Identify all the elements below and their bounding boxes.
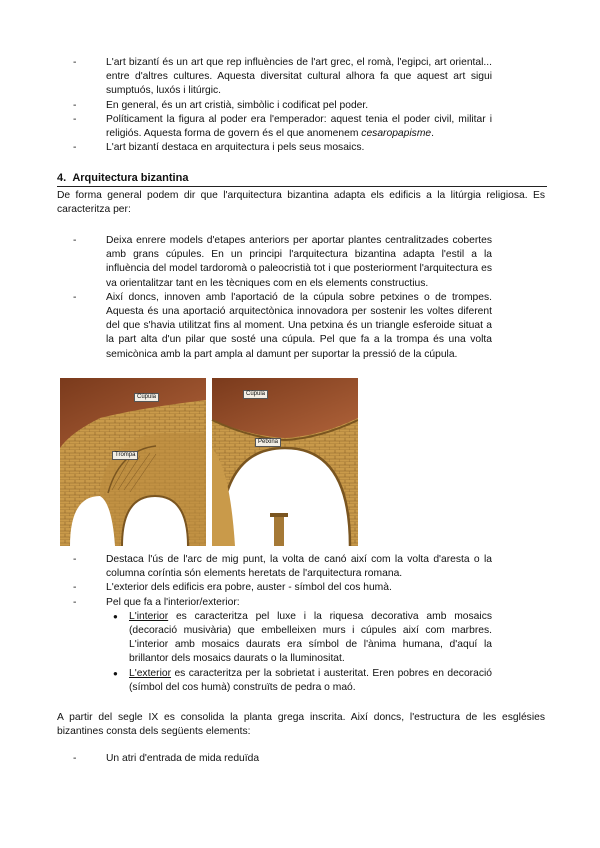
intro-bullet-list [73, 56, 548, 155]
list-item: - L'art bizantí és un art que rep influències de l'art grec, el romà, l'egipci, art oriental... entre d'altres cultures. Aquesta diversitat cultural alhora fa que aquest art sigui sumptuós, luxós i litúrgic. [73, 56, 492, 99]
list-item: - Políticament la figura al poder era l'emperador: aquest tenia el poder civil, militar i religiós. Aquesta forma de govern és el que anomenem cesaropapisme. [73, 113, 492, 141]
dome-illustration [60, 378, 358, 546]
section-heading: 4. Arquitectura bizantina [57, 171, 547, 187]
cesaropapisme-term: cesaropapisme [361, 128, 432, 140]
features-bullet-list [73, 553, 548, 695]
paragraph-planta-grega: A partir del segle IX es consolida la planta grega inscrita. Així doncs, l'estructura de les esglésies bizantines consta dels següents elements: [57, 712, 545, 738]
section-intro: De forma general podem dir que l'arquitectura bizantina adapta els edificis a la litúrgia religiosa. Es caracteritza per: [57, 190, 545, 216]
list-item: - Així doncs, innoven amb l'aportació de la cúpula sobre petxines o de trompes. Aquesta és una aportació arquitectònica innovadora per sostenir les voltes diferent del que s'havia utilitzat fins al moment. Una petxina és un triangle esferoide situat a la part alta d'un pilar que sosté una cúpula. Pel que fa a la trompa és una volta semicònica amb la part ampla al damunt per suportar la pressió de la cúpula. [73, 291, 492, 362]
sub-list-item: ● L'exterior es caracteritza per la sobrietat i austeritat. Eren pobres en decoració (símbol del cos humà) construïts de pedra o maó. [113, 667, 492, 695]
label-trompa: Trompa [112, 451, 138, 460]
list-item: - Un atri d'entrada de mida reduïda [73, 752, 492, 766]
list-item: - Destaca l'ús de l'arc de mig punt, la volta de canó així com la volta d'aresta o la columna coríntia són elements heretats de l'arquitectura romana. [73, 553, 492, 581]
trompa-illustration [60, 378, 206, 546]
label-cupula-right: Cúpula [243, 390, 268, 399]
list-item: - Pel que fa a l'interior/exterior: ● L'interior es caracteritza pel luxe i la riquesa decorativa amb mosaics (decoració musivària) que embelleixen murs i cúpules així com marbres. L'interior amb mosaics daurats era símbol de l'ànima humana, d'aquí la brillantor dels mosaics daurats o la lluminositat. ● L'exterior es caracteritza per la sobrietat i austeritat. Eren pobres en decoració (símbol del cos humà) construïts de pedra o maó. [73, 596, 492, 695]
list-item: - En general, és un art cristià, simbòlic i codificat pel poder. [73, 99, 492, 113]
petxina-illustration [212, 378, 358, 546]
label-cupula-left: Cúpula [134, 393, 159, 402]
interior-exterior-list [73, 610, 548, 695]
list-item: - L'art bizantí destaca en arquitectura i pels seus mosaics. [73, 141, 492, 155]
list-item: - L'exterior dels edificis era pobre, auster - símbol del cos humà. [73, 581, 492, 595]
sub-list-item: ● L'interior es caracteritza pel luxe i la riquesa decorativa amb mosaics (decoració musivària) que embelleixen murs i cúpules així com marbres. L'interior amb mosaics daurats era símbol de l'ànima humana, d'aquí la brillantor dels mosaics daurats o la lluminositat. [113, 610, 492, 667]
label-petxina: Petxina [255, 438, 281, 447]
figure-dome-supports [60, 378, 358, 546]
list-item: - Deixa enrere models d'etapes anteriors per aportar plantes centralitzades cobertes amb grans cúpules. En un principi l'arquitectura bizantina adapta l'estil a la influència del model tardoromà o paleocristià tot i que posteriorment l'arquitectura es va orientalitzar tant en les tècniques com en els elements constructius. [73, 234, 492, 291]
church-elements-list [73, 752, 548, 766]
architecture-bullet-list [73, 234, 548, 362]
